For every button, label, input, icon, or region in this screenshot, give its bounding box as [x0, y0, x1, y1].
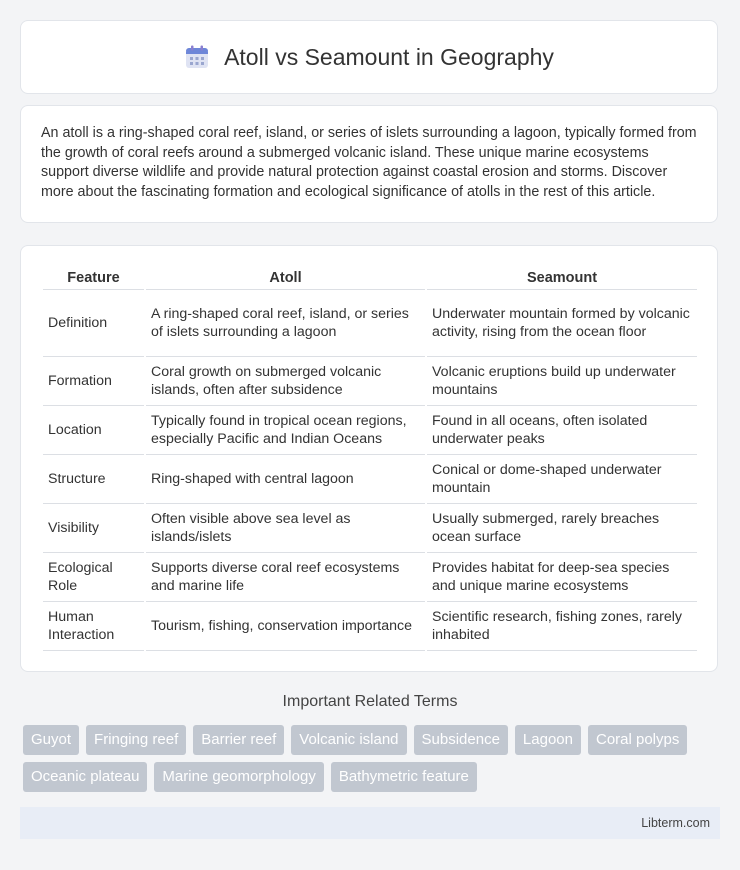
seamount-cell: Volcanic eruptions build up underwater mountains [427, 357, 697, 406]
seamount-cell: Found in all oceans, often isolated underwater peaks [427, 406, 697, 455]
footer-site-link[interactable]: Libterm.com [641, 816, 710, 830]
tag-coral-polyps[interactable]: Coral polyps [588, 725, 687, 755]
title-card [20, 20, 718, 94]
intro-card [20, 105, 718, 223]
tag-lagoon[interactable]: Lagoon [515, 725, 581, 755]
tag-marine-geomorphology[interactable]: Marine geomorphology [154, 762, 323, 792]
table-header-row [43, 266, 697, 290]
seamount-cell: Underwater mountain formed by volcanic activity, rising from the ocean floor [427, 290, 697, 357]
seamount-cell: Usually submerged, rarely breaches ocean surface [427, 504, 697, 553]
page-title: Atoll vs Seamount in Geography [224, 43, 554, 70]
seamount-cell: Conical or dome-shaped underwater mountain [427, 455, 697, 504]
intro-text: An atoll is a ring-shaped coral reef, island, or series of islets surrounding a lagoon, typically formed from the growth of coral reefs around a submerged volcanic island. These unique marine ecosystems support diverse wildlife and provide natural protection against coastal erosion and storms. Discover more about the fascinating formation and ecological significance of atolls in the rest of this article. [41, 125, 697, 200]
comparison-table [41, 266, 699, 651]
atoll-cell: Ring-shaped with central lagoon [146, 455, 425, 504]
feature-cell: Definition [43, 290, 144, 357]
atoll-cell: Typically found in tropical ocean regions, especially Pacific and Indian Oceans [146, 406, 425, 455]
feature-cell: Visibility [43, 504, 144, 553]
header-seamount: Seamount [427, 266, 697, 290]
atoll-cell: Tourism, fishing, conservation importance [146, 602, 425, 651]
atoll-cell: Supports diverse coral reef ecosystems and marine life [146, 553, 425, 602]
table-row [43, 406, 697, 455]
calendar-icon [184, 44, 210, 70]
feature-cell: Structure [43, 455, 144, 504]
tag-bathymetric-feature[interactable]: Bathymetric feature [331, 762, 477, 792]
feature-cell: Ecological Role [43, 553, 144, 602]
tag-volcanic-island[interactable]: Volcanic island [291, 725, 406, 755]
comparison-card [20, 245, 718, 672]
related-terms-list [23, 725, 723, 792]
tag-fringing-reef[interactable]: Fringing reef [86, 725, 186, 755]
tag-subsidence[interactable]: Subsidence [414, 725, 508, 755]
table-row [43, 290, 697, 357]
header-feature: Feature [43, 266, 144, 290]
table-row [43, 357, 697, 406]
table-row [43, 553, 697, 602]
tag-barrier-reef[interactable]: Barrier reef [193, 725, 284, 755]
table-row [43, 602, 697, 651]
seamount-cell: Provides habitat for deep-sea species and unique marine ecosystems [427, 553, 697, 602]
atoll-cell: Often visible above sea level as islands/islets [146, 504, 425, 553]
table-row [43, 455, 697, 504]
header-atoll: Atoll [146, 266, 425, 290]
table-row [43, 504, 697, 553]
atoll-cell: Coral growth on submerged volcanic islands, often after subsidence [146, 357, 425, 406]
feature-cell: Formation [43, 357, 144, 406]
seamount-cell: Scientific research, fishing zones, rarely inhabited [427, 602, 697, 651]
feature-cell: Location [43, 406, 144, 455]
tag-guyot[interactable]: Guyot [23, 725, 79, 755]
atoll-cell: A ring-shaped coral reef, island, or series of islets surrounding a lagoon [146, 290, 425, 357]
tag-oceanic-plateau[interactable]: Oceanic plateau [23, 762, 147, 792]
feature-cell: Human Interaction [43, 602, 144, 651]
footer [20, 807, 720, 839]
related-terms-title: Important Related Terms [282, 693, 458, 710]
